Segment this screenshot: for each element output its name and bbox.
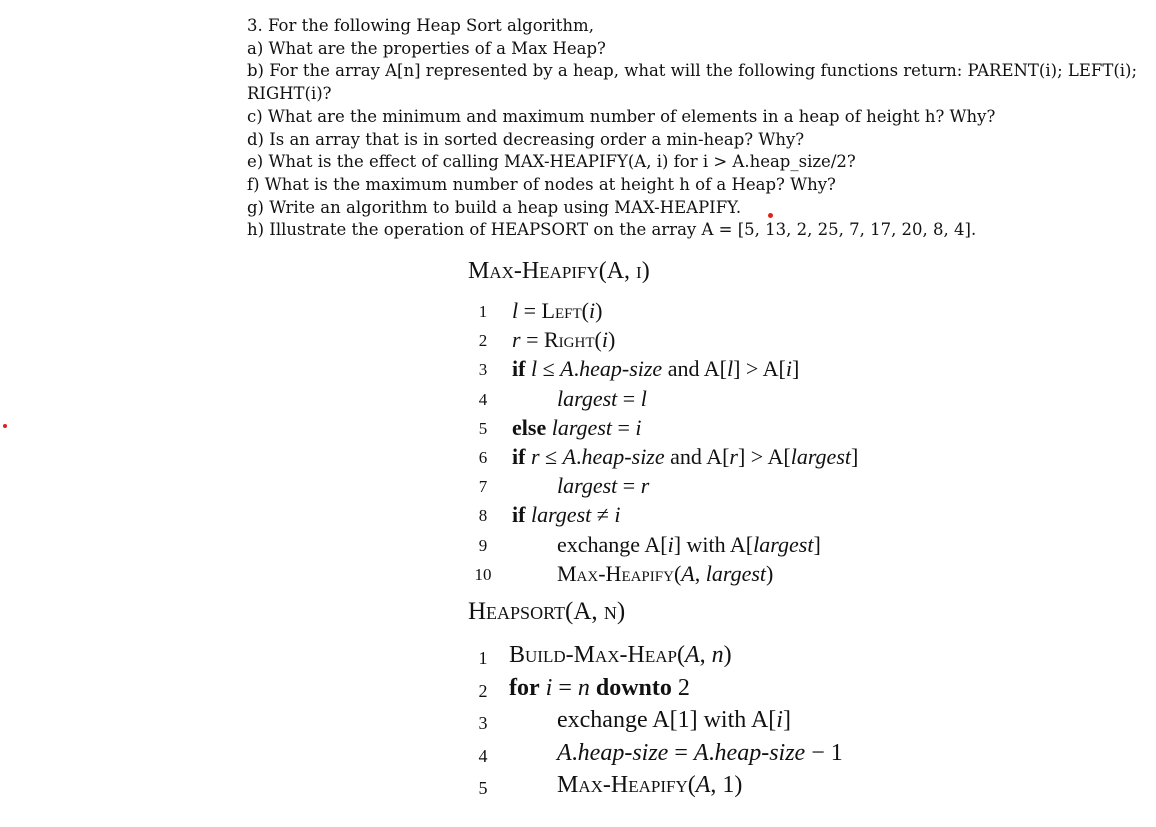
code-line	[468, 560, 774, 590]
line-number: 5	[478, 778, 488, 799]
question-header: 3. For the following Heap Sort algorithm,	[247, 16, 594, 35]
code-line	[468, 531, 821, 561]
line-text: exchange A[i] with A[largest]	[557, 531, 821, 557]
question-e: e) What is the effect of calling MAX-HEAPIFY(A, i) for i > A.heap_size/2?	[247, 152, 856, 172]
code-line	[468, 443, 859, 473]
line-text: Max-Heapify(A, 1)	[557, 772, 743, 799]
line-number: 3	[478, 713, 488, 734]
annotation-dot	[768, 213, 773, 218]
max-heapify-title: Max-Heapify(A, i)	[468, 258, 650, 284]
question-h: h) Illustrate the operation of HEAPSORT on the array A = [5, 13, 2, 25, 7, 17, 20, 8, 4].	[247, 220, 977, 240]
code-line	[468, 772, 743, 805]
line-number: 2	[478, 680, 488, 701]
question-g: g) Write an algorithm to build a heap using MAX-HEAPIFY.	[247, 197, 742, 217]
line-number: 8	[478, 506, 488, 526]
code-line	[468, 674, 690, 708]
annotation-dot-left	[3, 424, 7, 428]
line-text: largest = l	[557, 385, 647, 411]
question-d: d) Is an array that is in sorted decreasing order a min-heap? Why?	[247, 129, 805, 149]
line-text: if largest ≠ i	[512, 502, 621, 528]
question-a: a) What are the properties of a Max Heap?	[247, 38, 606, 58]
code-line	[468, 707, 791, 740]
line-text: else largest = i	[512, 414, 642, 440]
line-number: 10	[474, 564, 492, 584]
code-line	[468, 356, 800, 385]
line-text: r = Right(i)	[512, 327, 616, 353]
code-line	[468, 415, 650, 444]
code-line	[468, 502, 650, 531]
question-b-continued: RIGHT(i)?	[247, 84, 332, 104]
line-number: 3	[478, 360, 488, 380]
code-line	[468, 327, 650, 356]
code-line	[468, 473, 650, 502]
line-text: A.heap-size = A.heap-size − 1	[557, 739, 843, 766]
line-number: 7	[478, 477, 488, 497]
heapsort-title: Heapsort(A, n)	[468, 598, 626, 625]
code-line	[468, 739, 843, 773]
line-text: for i = n downto 2	[509, 674, 690, 701]
question-list	[247, 15, 1147, 242]
line-number: 4	[478, 745, 488, 766]
line-text: largest = r	[557, 473, 650, 499]
question-c: c) What are the minimum and maximum number of elements in a heap of height h? Why?	[247, 106, 996, 126]
line-text: if r ≤ A.heap-size and A[r] > A[largest]	[512, 443, 859, 469]
code-line	[468, 642, 732, 675]
question-b: b) For the array A[n] represented by a heap, what will the following functions return: PARENT(i); LEFT(i);	[247, 61, 1138, 81]
line-number: 4	[478, 389, 488, 409]
line-number: 5	[478, 418, 488, 438]
question-f: f) What is the maximum number of nodes at height h of a Heap? Why?	[247, 174, 836, 194]
line-text: Max-Heapify(A, largest)	[557, 560, 774, 586]
line-number: 1	[478, 302, 488, 321]
line-text: if l ≤ A.heap-size and A[l] > A[i]	[512, 356, 800, 382]
line-number: 2	[478, 331, 488, 351]
line-text: Build-Max-Heap(A, n)	[509, 642, 732, 668]
code-line	[468, 298, 650, 327]
heapsort-pseudocode	[468, 598, 843, 805]
line-number: 6	[478, 447, 488, 467]
line-number: 9	[478, 535, 488, 555]
code-line	[468, 386, 650, 415]
line-number: 1	[478, 648, 488, 668]
max-heapify-pseudocode	[468, 258, 859, 590]
line-text: l = Left(i)	[512, 298, 603, 323]
line-text: exchange A[1] with A[i]	[557, 707, 791, 734]
